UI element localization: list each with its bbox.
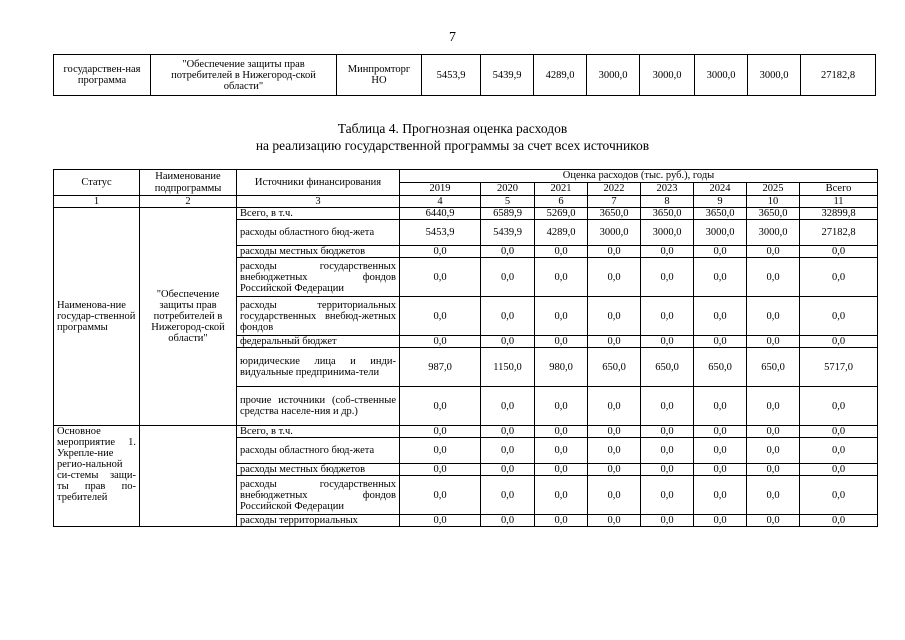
summary-value-cell: 3000,0 — [748, 55, 801, 96]
value-cell: 5439,9 — [481, 220, 535, 246]
header-year: 2022 — [588, 183, 641, 196]
header-year: 2023 — [641, 183, 694, 196]
expense-forecast-table — [53, 169, 878, 527]
source-cell: расходы государственных внебюджетных фондов Российской Федерации — [237, 258, 400, 297]
summary-total-cell: 27182,8 — [801, 55, 876, 96]
value-cell: 0,0 — [641, 426, 694, 438]
value-cell: 0,0 — [535, 464, 588, 476]
column-number: 3 — [237, 196, 400, 208]
value-cell: 3000,0 — [747, 220, 800, 246]
value-cell: 0,0 — [641, 246, 694, 258]
value-cell: 0,0 — [641, 476, 694, 515]
total-cell: 32899,8 — [800, 208, 878, 220]
summary-table — [53, 54, 876, 96]
value-cell: 0,0 — [400, 476, 481, 515]
value-cell: 0,0 — [400, 387, 481, 426]
page-number: 7 — [449, 30, 456, 45]
value-cell: 0,0 — [641, 515, 694, 527]
header-row — [54, 170, 878, 183]
value-cell: 0,0 — [535, 387, 588, 426]
header-year: 2019 — [400, 183, 481, 196]
value-cell: 3650,0 — [694, 208, 747, 220]
total-cell: 0,0 — [800, 246, 878, 258]
column-number: 9 — [694, 196, 747, 208]
total-cell: 0,0 — [800, 297, 878, 336]
table-row — [54, 208, 878, 220]
summary-value-cell: 4289,0 — [534, 55, 587, 96]
value-cell: 0,0 — [400, 464, 481, 476]
column-numbers-row — [54, 196, 878, 208]
source-cell: расходы местных бюджетов — [237, 464, 400, 476]
value-cell: 0,0 — [747, 258, 800, 297]
value-cell: 3000,0 — [588, 220, 641, 246]
value-cell: 0,0 — [694, 476, 747, 515]
value-cell: 0,0 — [400, 297, 481, 336]
header-year: 2025 — [747, 183, 800, 196]
value-cell: 0,0 — [400, 258, 481, 297]
total-cell: 0,0 — [800, 426, 878, 438]
column-number: 4 — [400, 196, 481, 208]
header-status: Статус — [54, 170, 140, 196]
value-cell: 1150,0 — [481, 348, 535, 387]
value-cell: 0,0 — [481, 246, 535, 258]
summary-executor-cell: Минпромторг НО — [337, 55, 422, 96]
summary-value-cell: 3000,0 — [640, 55, 695, 96]
value-cell: 0,0 — [400, 515, 481, 527]
column-number: 2 — [140, 196, 237, 208]
value-cell: 0,0 — [588, 387, 641, 426]
value-cell: 0,0 — [588, 426, 641, 438]
value-cell: 0,0 — [588, 336, 641, 348]
value-cell: 0,0 — [481, 464, 535, 476]
value-cell: 0,0 — [641, 297, 694, 336]
value-cell: 0,0 — [694, 426, 747, 438]
column-number: 11 — [800, 196, 878, 208]
header-year: 2021 — [535, 183, 588, 196]
value-cell: 0,0 — [588, 258, 641, 297]
summary-subprogram-cell: "Обеспечение защиты прав потребителей в Нижегород-ской области" — [151, 55, 337, 96]
value-cell: 0,0 — [694, 297, 747, 336]
value-cell: 0,0 — [588, 438, 641, 464]
value-cell: 0,0 — [588, 515, 641, 527]
value-cell: 3650,0 — [641, 208, 694, 220]
value-cell: 0,0 — [481, 336, 535, 348]
value-cell: 0,0 — [535, 426, 588, 438]
value-cell: 0,0 — [400, 246, 481, 258]
subprogram-cell: "Обеспечение защиты прав потребителей в Нижегород-ской области" — [140, 208, 237, 426]
summary-value-cell: 3000,0 — [695, 55, 748, 96]
value-cell: 5453,9 — [400, 220, 481, 246]
source-cell: прочие источники (соб-ственные средства населе-ния и др.) — [237, 387, 400, 426]
value-cell: 0,0 — [747, 464, 800, 476]
value-cell: 3650,0 — [747, 208, 800, 220]
summary-value-cell: 3000,0 — [587, 55, 640, 96]
value-cell: 0,0 — [481, 258, 535, 297]
value-cell: 0,0 — [747, 297, 800, 336]
value-cell: 650,0 — [694, 348, 747, 387]
value-cell: 0,0 — [694, 464, 747, 476]
value-cell: 0,0 — [747, 438, 800, 464]
summary-value-cell: 5453,9 — [422, 55, 481, 96]
column-number: 10 — [747, 196, 800, 208]
value-cell: 0,0 — [588, 464, 641, 476]
value-cell: 0,0 — [400, 336, 481, 348]
value-cell: 650,0 — [588, 348, 641, 387]
value-cell: 0,0 — [747, 387, 800, 426]
value-cell: 0,0 — [588, 476, 641, 515]
value-cell: 0,0 — [747, 336, 800, 348]
value-cell: 5269,0 — [535, 208, 588, 220]
value-cell: 3000,0 — [694, 220, 747, 246]
value-cell: 0,0 — [535, 246, 588, 258]
value-cell: 0,0 — [481, 515, 535, 527]
column-number: 1 — [54, 196, 140, 208]
summary-value-cell: 5439,9 — [481, 55, 534, 96]
value-cell: 0,0 — [641, 258, 694, 297]
caption-line-2: на реализацию государственной программы за счет всех источников — [255, 138, 650, 153]
total-cell: 0,0 — [800, 258, 878, 297]
caption-line-1: Таблица 4. Прогнозная оценка расходов — [337, 121, 568, 136]
value-cell: 0,0 — [481, 297, 535, 336]
value-cell: 0,0 — [641, 464, 694, 476]
header-year: 2020 — [481, 183, 535, 196]
column-number: 5 — [481, 196, 535, 208]
value-cell: 0,0 — [641, 387, 694, 426]
value-cell: 6589,9 — [481, 208, 535, 220]
table-caption — [0, 120, 905, 154]
value-cell: 0,0 — [747, 515, 800, 527]
total-cell: 0,0 — [800, 515, 878, 527]
value-cell: 0,0 — [400, 438, 481, 464]
total-cell: 0,0 — [800, 464, 878, 476]
value-cell: 0,0 — [694, 387, 747, 426]
value-cell: 4289,0 — [535, 220, 588, 246]
total-cell: 0,0 — [800, 438, 878, 464]
value-cell: 0,0 — [535, 297, 588, 336]
source-cell: юридические лица и инди-видуальные предпринима-тели — [237, 348, 400, 387]
summary-status-cell: государствен-ная программа — [54, 55, 151, 96]
value-cell: 0,0 — [535, 258, 588, 297]
status-cell: Наименова-ние государ-ственной программы — [54, 208, 140, 426]
value-cell: 3650,0 — [588, 208, 641, 220]
subprogram-cell — [140, 426, 237, 527]
table-row — [54, 426, 878, 438]
source-cell: расходы местных бюджетов — [237, 246, 400, 258]
value-cell: 0,0 — [747, 246, 800, 258]
source-cell: расходы государственных внебюджетных фондов Российской Федерации — [237, 476, 400, 515]
source-cell: расходы областного бюд-жета — [237, 220, 400, 246]
source-cell: Всего, в т.ч. — [237, 426, 400, 438]
column-number: 8 — [641, 196, 694, 208]
value-cell: 650,0 — [747, 348, 800, 387]
total-cell: 27182,8 — [800, 220, 878, 246]
column-number: 6 — [535, 196, 588, 208]
summary-row — [54, 55, 876, 96]
value-cell: 0,0 — [641, 438, 694, 464]
total-cell: 0,0 — [800, 476, 878, 515]
source-cell: Всего, в т.ч. — [237, 208, 400, 220]
value-cell: 3000,0 — [641, 220, 694, 246]
value-cell: 650,0 — [641, 348, 694, 387]
header-year: 2024 — [694, 183, 747, 196]
source-cell: расходы областного бюд-жета — [237, 438, 400, 464]
value-cell: 0,0 — [588, 246, 641, 258]
value-cell: 0,0 — [747, 476, 800, 515]
value-cell: 0,0 — [400, 426, 481, 438]
value-cell: 0,0 — [747, 426, 800, 438]
value-cell: 0,0 — [588, 297, 641, 336]
value-cell: 0,0 — [535, 476, 588, 515]
column-number: 7 — [588, 196, 641, 208]
total-cell: 0,0 — [800, 387, 878, 426]
source-cell: расходы территориальных — [237, 515, 400, 527]
value-cell: 987,0 — [400, 348, 481, 387]
value-cell: 0,0 — [641, 336, 694, 348]
value-cell: 0,0 — [481, 426, 535, 438]
value-cell: 0,0 — [481, 476, 535, 515]
value-cell: 0,0 — [694, 515, 747, 527]
value-cell: 0,0 — [694, 438, 747, 464]
value-cell: 0,0 — [481, 387, 535, 426]
value-cell: 6440,9 — [400, 208, 481, 220]
value-cell: 0,0 — [481, 438, 535, 464]
total-cell: 5717,0 — [800, 348, 878, 387]
value-cell: 0,0 — [694, 246, 747, 258]
value-cell: 980,0 — [535, 348, 588, 387]
value-cell: 0,0 — [694, 258, 747, 297]
status-cell: Основное мероприятие 1. Укрепле-ние регио-нальной си-стемы защи-ты прав по-требителей — [54, 426, 140, 527]
total-cell: 0,0 — [800, 336, 878, 348]
header-total: Всего — [800, 183, 878, 196]
value-cell: 0,0 — [535, 515, 588, 527]
value-cell: 0,0 — [535, 438, 588, 464]
source-cell: федеральный бюджет — [237, 336, 400, 348]
value-cell: 0,0 — [535, 336, 588, 348]
source-cell: расходы территориальных государственных внебюд-жетных фондов — [237, 297, 400, 336]
value-cell: 0,0 — [694, 336, 747, 348]
header-subprogram: Наименование подпрограммы — [140, 170, 237, 196]
header-sources: Источники финансирования — [237, 170, 400, 196]
header-estimate: Оценка расходов (тыс. руб.), годы — [400, 170, 878, 183]
